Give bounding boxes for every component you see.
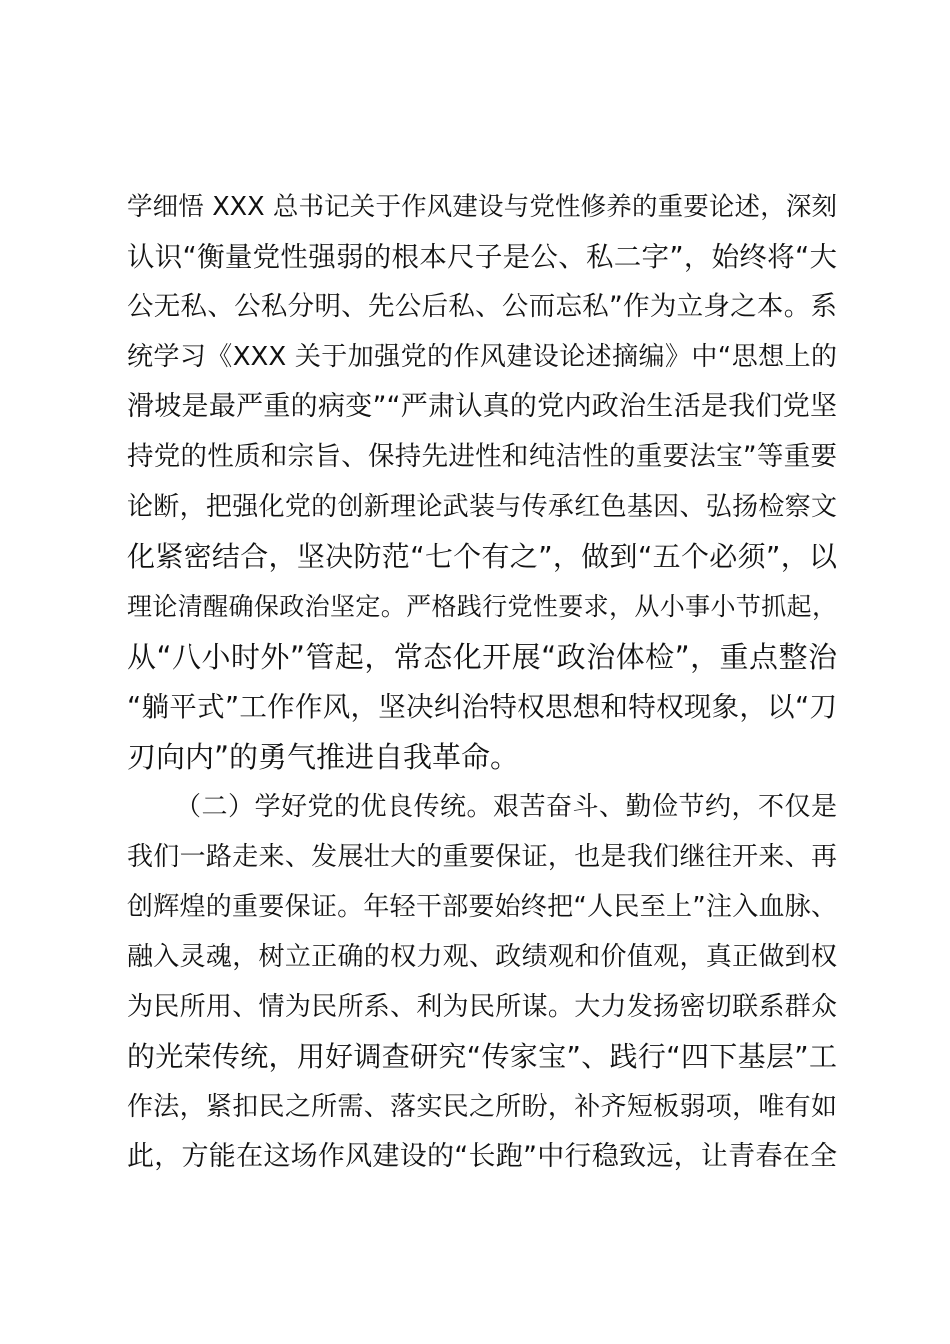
- text-line: 融入灵魂，树立正确的权力观、政绩观和价值观，真正做到权: [127, 942, 837, 972]
- text-line: 论断，把强化党的创新理论武装与传承红色基因、弘扬检察文: [127, 492, 837, 522]
- paragraph-heading-line: （二）学好党的优良传统。艰苦奋斗、勤俭节约，不仅是: [175, 792, 837, 822]
- text-line: 的光荣传统，用好调查研究“传家宝”、践行“四下基层”工: [127, 1040, 837, 1073]
- text-line: 刃向内”的勇气推进自我革命。: [127, 740, 520, 774]
- paragraph-2: [127, 782, 837, 1182]
- text-line: 学细悟 XXX 总书记关于作风建设与党性修养的重要论述，深刻: [127, 192, 837, 222]
- text-line: 创辉煌的重要保证。年轻干部要始终把“人民至上”注入血脉、: [127, 892, 837, 922]
- text-line: 滑坡是最严重的病变”“严肃认真的党内政治生活是我们党坚: [127, 391, 837, 422]
- text-line: 为民所用、情为民所系、利为民所谋。大力发扬密切联系群众: [127, 992, 837, 1022]
- text-line: 从“八小时外”管起，常态化开展“政治体检”，重点整治: [127, 640, 837, 674]
- text-line: 持党的性质和宗旨、保持先进性和纯洁性的重要法宝”等重要: [127, 441, 837, 472]
- body-text: [127, 182, 837, 1182]
- text-line: 作法，紧扣民之所需、落实民之所盼，补齐短板弱项，唯有如: [127, 1092, 837, 1122]
- text-line: 统学习《XXX 关于加强党的作风建设论述摘编》中“思想上的: [127, 342, 837, 372]
- text-line: 理论清醒确保政治坚定。严格践行党性要求，从小事小节抓起，: [127, 592, 837, 621]
- text-line: “躺平式”工作作风，坚决纠治特权思想和特权现象，以“刀: [127, 691, 837, 723]
- text-line: 公无私、公私分明、先公后私、公而忘私”作为立身之本。系: [127, 291, 837, 322]
- paragraph-1: [127, 182, 837, 782]
- text-line: 认识“衡量党性强弱的根本尺子是公、私二字”，始终将“大: [127, 241, 837, 273]
- text-line: 我们一路走来、发展壮大的重要保证，也是我们继往开来、再: [127, 842, 837, 872]
- text-line: 化紧密结合，坚决防范“七个有之”，做到“五个必须”，以: [127, 540, 837, 573]
- text-line: 此，方能在这场作风建设的“长跑”中行稳致远，让青春在全: [127, 1141, 837, 1172]
